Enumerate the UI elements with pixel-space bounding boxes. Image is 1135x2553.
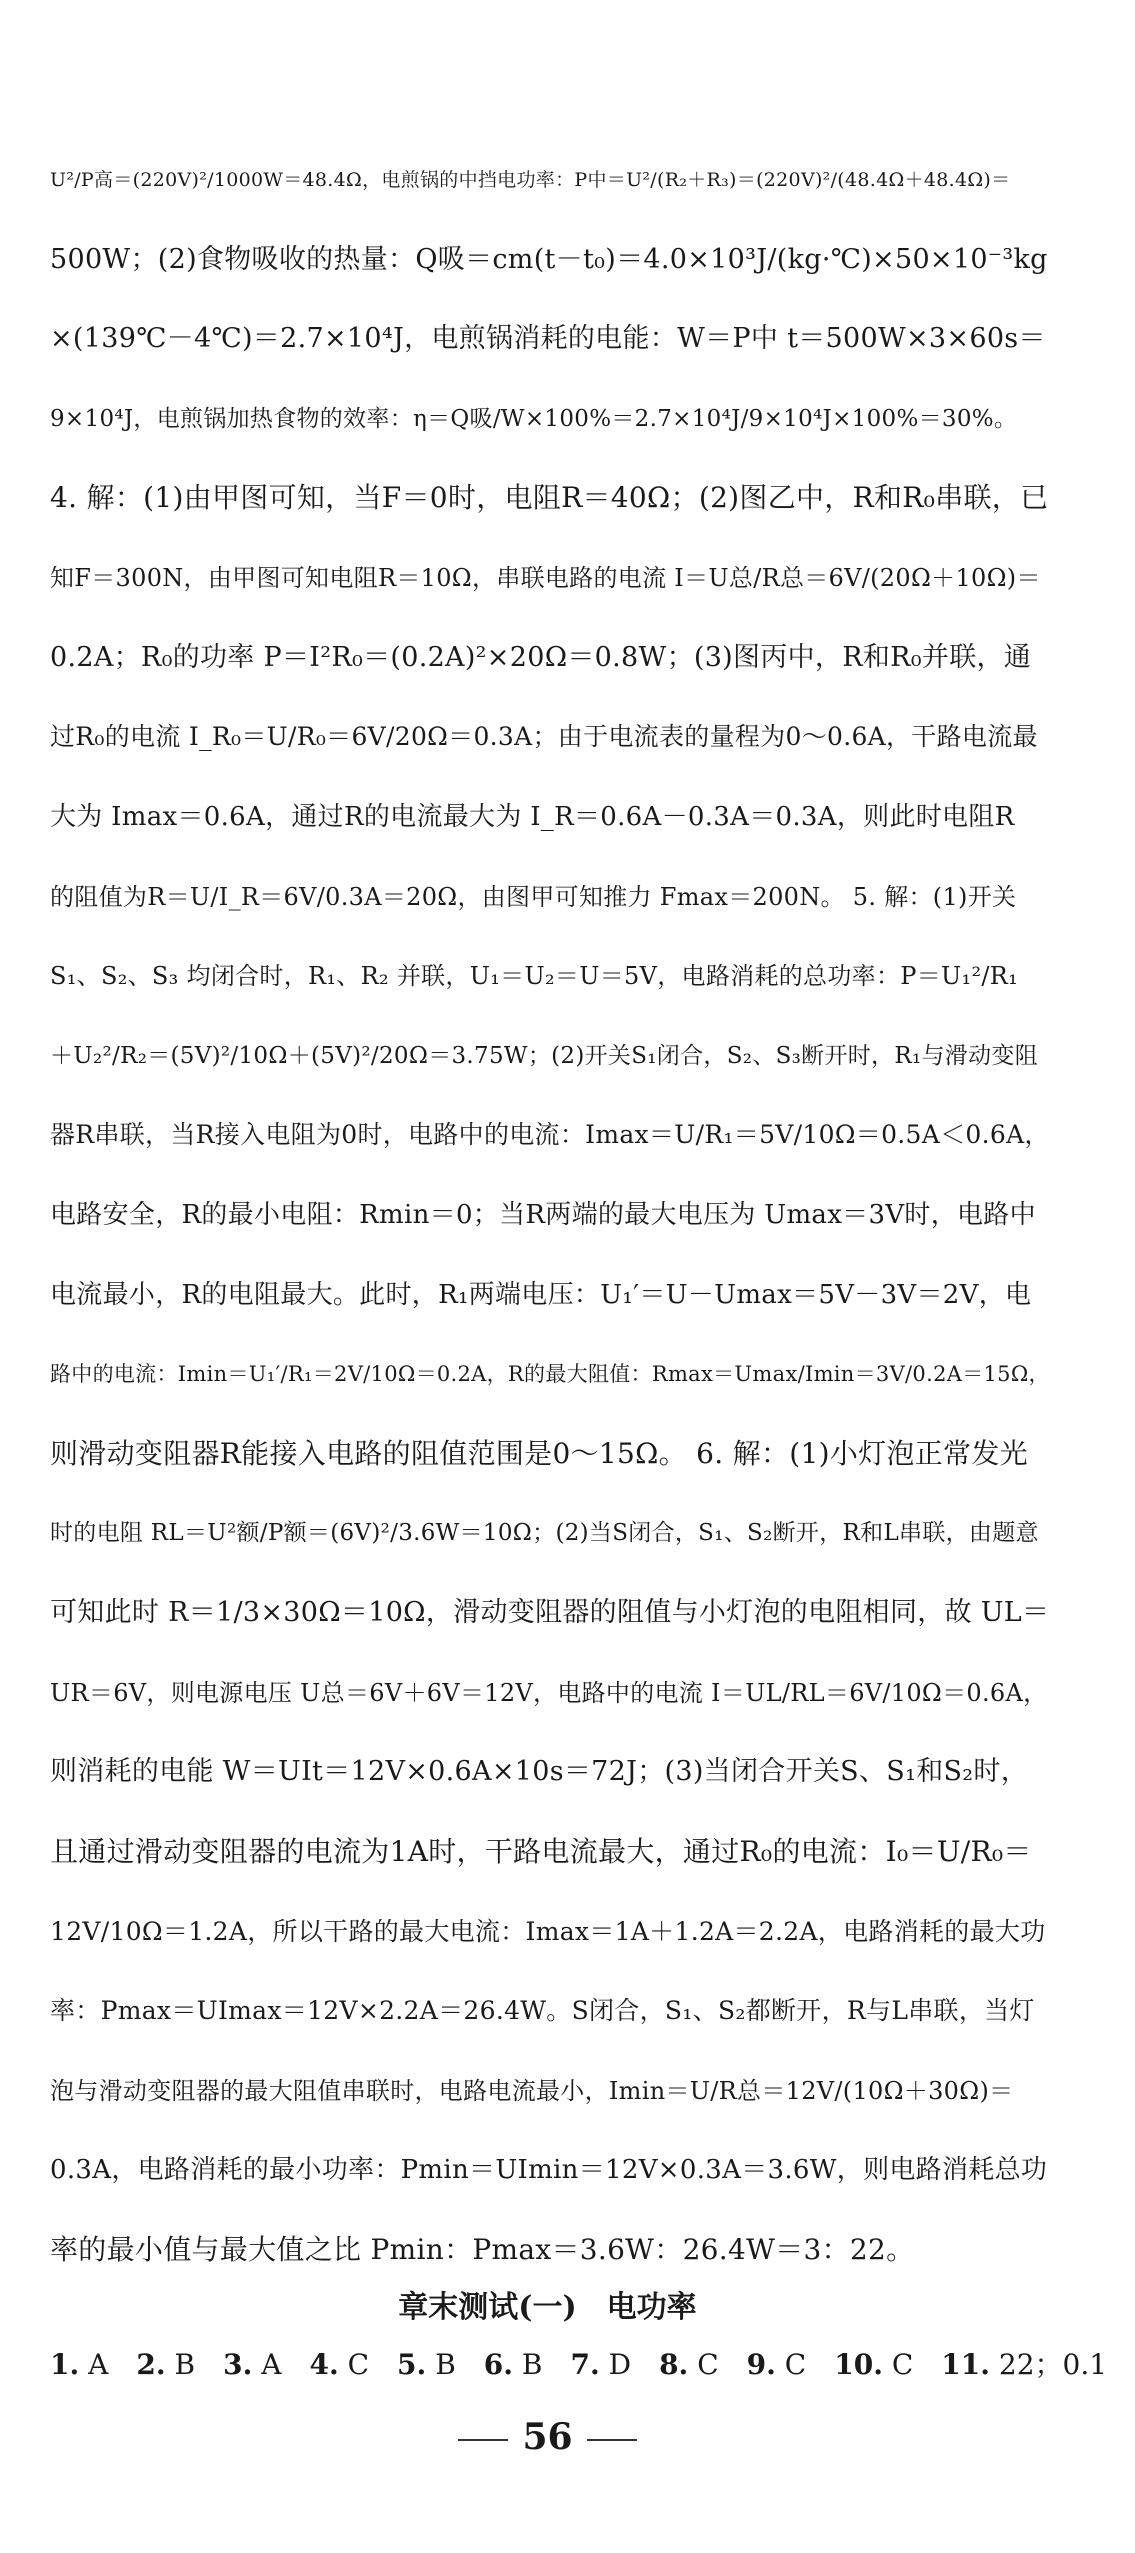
right-dash: [587, 2439, 637, 2441]
answer-number: 11.: [941, 2348, 991, 2381]
text-line: 路中的电流：Imin＝U₁′/R₁＝2V/10Ω＝0.2A，R的最大阻值：Rmax＝Umax/Imin＝3V/0.2A＝15Ω，: [50, 1362, 1050, 1386]
text-line: ×(139℃－4℃)＝2.7×10⁴J，电煎锅消耗的电能：W＝P中 t＝500W×3×60s＝: [50, 323, 1046, 354]
text-line: 500W；(2)食物吸收的热量：Q吸＝cm(t－t₀)＝4.0×10³J/(kg·℃)×50×10⁻³kg: [50, 244, 1048, 275]
text-line: 大为 Imax＝0.6A，通过R的电流最大为 I_R＝0.6A－0.3A＝0.3A，则此时电阻R: [50, 802, 1015, 832]
text-line: 知F＝300N，由甲图可知电阻R＝10Ω，串联电路的电流 I＝U总/R总＝6V/(20Ω＋10Ω)＝: [50, 564, 1041, 592]
text-line: 且通过滑动变阻器的电流为1A时，干路电流最大，通过R₀的电流：I₀＝U/R₀＝: [50, 1835, 1032, 1868]
text-line: 电流最小，R的电阻最大。此时，R₁两端电压：U₁′＝U－Umax＝5V－3V＝2V，电: [50, 1280, 1032, 1310]
answer-number: 6.: [483, 2348, 513, 2381]
answer-value: B: [174, 2348, 196, 2381]
text-line: 器R串联，当R接入电阻为0时，电路中的电流：Imax＝U/R₁＝5V/10Ω＝0.5A＜0.6A，: [50, 1120, 1050, 1149]
answer-value: C: [347, 2348, 370, 2381]
text-line: 则滑动变阻器R能接入电路的阻值范围是0～15Ω。 6. 解：(1)小灯泡正常发光: [50, 1437, 1028, 1470]
answer-item: [50, 2345, 108, 2385]
answer-value: B: [521, 2348, 543, 2381]
answer-value: C: [784, 2348, 807, 2381]
answer-item: [570, 2345, 631, 2385]
text-line: S₁、S₂、S₃ 均闭合时，R₁、R₂ 并联，U₁＝U₂＝U＝5V，电路消耗的总功率：P＝U₁²/R₁: [50, 962, 1019, 990]
text-line: 则消耗的电能 W＝UIt＝12V×0.6A×10s＝72J；(3)当闭合开关S、S₁和S₂时，: [50, 1756, 1029, 1787]
answer-number: 1.: [50, 2348, 80, 2381]
answer-key: [50, 2345, 1135, 2385]
text-line: UR＝6V，则电源电压 U总＝6V＋6V＝12V，电路中的电流 I＝UL/RL＝6V/10Ω＝0.6A，: [50, 1679, 1048, 1707]
answer-item: [941, 2345, 1107, 2385]
answer-number: 7.: [570, 2348, 600, 2381]
answer-value: A: [261, 2348, 282, 2381]
answer-item: [397, 2345, 456, 2385]
answer-number: 3.: [223, 2348, 253, 2381]
answer-item: [309, 2345, 369, 2385]
page-number: 56: [522, 2416, 573, 2458]
answer-number: 8.: [659, 2348, 689, 2381]
text-line: 泡与滑动变阻器的最大阻值串联时，电路电流最小，Imin＝U/R总＝12V/(10Ω＋30Ω)＝: [50, 2077, 1014, 2105]
answer-item: [834, 2345, 913, 2385]
text-line: 0.2A；R₀的功率 P＝I²R₀＝(0.2A)²×20Ω＝0.8W；(3)图丙中，R和R₀并联，通: [50, 642, 1032, 673]
text-line: 9×10⁴J，电煎锅加热食物的效率：η＝Q吸/W×100%＝2.7×10⁴J/9×10⁴J×100%＝30%。: [50, 406, 1018, 432]
section-title: 章末测试(一) 电功率: [398, 2290, 697, 2325]
answer-item: [223, 2345, 281, 2385]
answer-value: 22；0.1: [998, 2348, 1108, 2381]
answer-item: [659, 2345, 719, 2385]
text-line: ＋U₂²/R₂＝(5V)²/10Ω＋(5V)²/20Ω＝3.75W；(2)开关S₁闭合，S₂、S₃断开时，R₁与滑动变阻: [50, 1043, 1038, 1069]
answer-number: 9.: [746, 2348, 776, 2381]
text-line: 率的最小值与最大值之比 Pmin：Pmax＝3.6W：26.4W＝3：22。: [50, 2233, 915, 2266]
text-line: 时的电阻 RL＝U²额/P额＝(6V)²/3.6W＝10Ω；(2)当S闭合，S₁、S₂断开，R和L串联，由题意: [50, 1520, 1039, 1546]
answer-value: C: [891, 2348, 914, 2381]
answer-value: C: [697, 2348, 719, 2381]
page-footer: [0, 2415, 1095, 2459]
text-line: 12V/10Ω＝1.2A，所以干路的最大电流：Imax＝1A＋1.2A＝2.2A，电路消耗的最大功: [50, 1917, 1046, 1946]
left-dash: [458, 2439, 508, 2441]
text-line: 可知此时 R＝1/3×30Ω＝10Ω，滑动变阻器的阻值与小灯泡的电阻相同，故 UL＝: [50, 1597, 1050, 1628]
answer-value: D: [608, 2348, 632, 2381]
answer-value: A: [88, 2348, 109, 2381]
answer-item: [484, 2345, 543, 2385]
answer-number: 10.: [834, 2348, 883, 2381]
text-line: 0.3A，电路消耗的最小功率：Pmin＝UImin＝12V×0.3A＝3.6W，则电路消耗总功: [50, 2155, 1048, 2185]
answer-item: [136, 2345, 195, 2385]
answer-item: [747, 2345, 807, 2385]
text-line: 过R₀的电流 I_R₀＝U/R₀＝6V/20Ω＝0.3A；由于电流表的量程为0～0.6A，干路电流最: [50, 722, 1038, 751]
text-line: 的阻值为R＝U/I_R＝6V/0.3A＝20Ω，由图甲可知推力 Fmax＝200N。 5. 解：(1)开关: [50, 883, 1017, 911]
answer-number: 4.: [309, 2348, 339, 2381]
answer-number: 5.: [397, 2348, 427, 2381]
text-line: 率：Pmax＝UImax＝12V×2.2A＝26.4W。S闭合，S₁、S₂都断开，R与L串联，当灯: [50, 1996, 1035, 2025]
answer-value: B: [435, 2348, 456, 2381]
text-line: 4. 解：(1)由甲图可知，当F＝0时，电阻R＝40Ω；(2)图乙中，R和R₀串联，已: [50, 481, 1049, 514]
text-line: 电路安全，R的最小电阻：Rmin＝0；当R两端的最大电压为 Umax＝3V时，电路中: [50, 1200, 1036, 1230]
text-line: U²/P高＝(220V)²/1000W＝48.4Ω，电煎锅的中挡电功率：P中＝U²/(R₂＋R₃)＝(220V)²/(48.4Ω＋48.4Ω)＝: [50, 169, 1011, 191]
answer-number: 2.: [136, 2348, 166, 2381]
